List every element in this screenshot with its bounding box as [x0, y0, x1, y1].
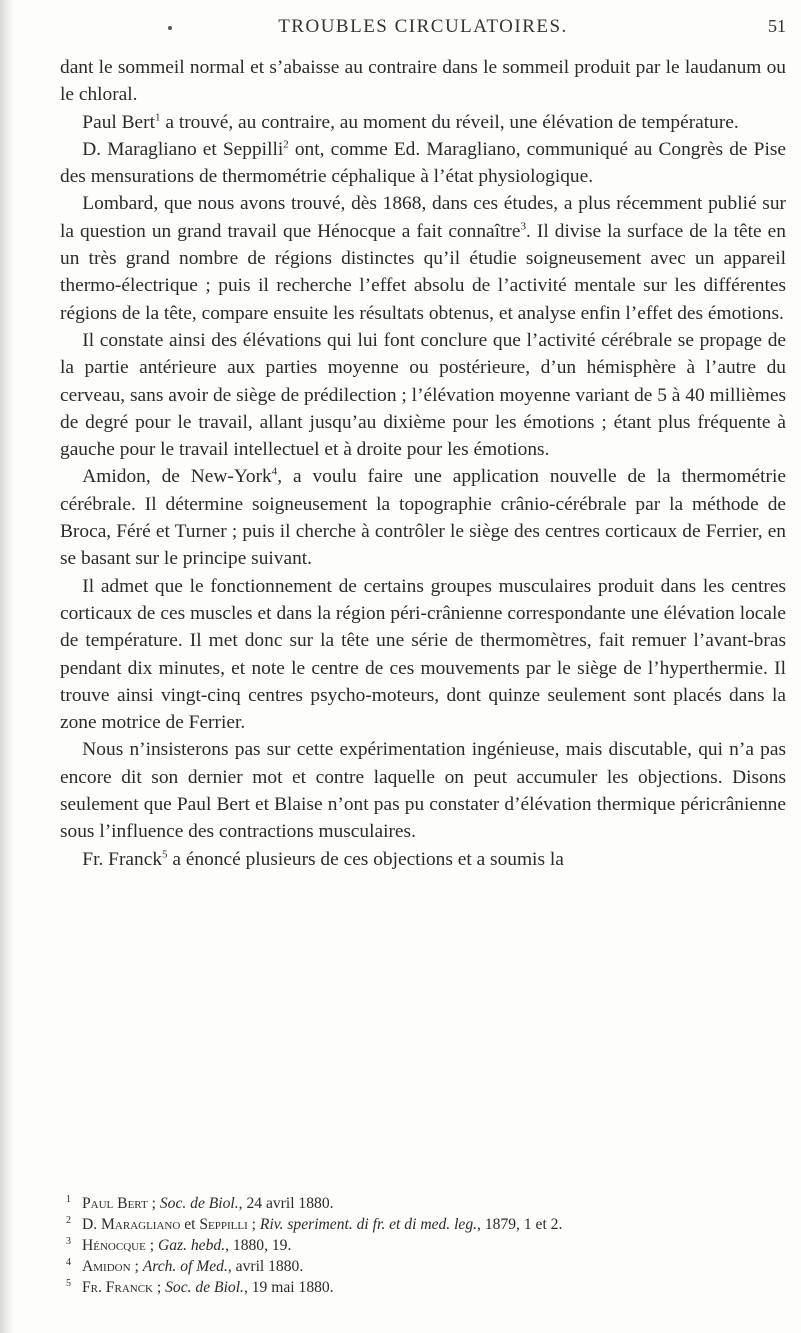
text-run: D. Maragliano et Seppilli	[82, 138, 284, 160]
footnote-reference: 2	[283, 138, 289, 151]
footnote	[60, 1193, 786, 1214]
text-run: ;	[152, 1279, 166, 1296]
text-run: , 19 mai 1880.	[243, 1279, 334, 1296]
text-run: , 24 avril 1880.	[238, 1195, 334, 1212]
text-run: Il constate ainsi des élévations qui lui font conclure que l’activité cérébrale se propage de la partie antérieure aux parties moyenne ou postérieure, d’un hémisphère à l’autre du cerveau, sans avoir de siège de prédilection ; l’élévation moyenne variant de 5 à 40 millièmes de degré pour le travail, allant jusqu’au dixième pour les émotions ; étant plus fréquente à gauche pour le travail intellectuel et à droite pour les émotions.	[60, 329, 786, 461]
text-run: ;	[147, 1195, 160, 1212]
publication-title: Riv. speriment. di fr. et di med. leg.	[259, 1216, 478, 1233]
text-run: Fr. Franck	[82, 848, 163, 870]
footnotes	[60, 1193, 786, 1298]
text-run: , 1880, 19.	[225, 1237, 292, 1254]
author-name: Hénocque	[82, 1237, 146, 1254]
author-name: D. Maragliano	[82, 1216, 181, 1233]
footnote-number: 5	[66, 1278, 71, 1289]
text-run: ;	[247, 1216, 260, 1233]
publication-title: Soc. de Biol.	[159, 1195, 239, 1212]
paragraph	[60, 136, 786, 191]
footnote	[60, 1256, 786, 1277]
text-run: . Il divise la surface de la tête en un très grand nombre de régions distinctes qu’il étudie soigneusement avec un appareil thermo-électrique ; puis il recherche l’effet absolu de l’activité mentale sur les différentes régions de la tête, compare ensuite les résultats obtenus, et analyse enfin l’effet des émotions.	[60, 220, 786, 324]
text-run: dant le sommeil normal et s’abaisse au contraire dans le sommeil produit par le laudanum ou le chloral.	[60, 57, 786, 106]
footnote	[60, 1277, 786, 1298]
text-run: et	[180, 1216, 200, 1233]
footnote-number: 4	[66, 1257, 71, 1268]
author-name: Paul Bert	[82, 1195, 148, 1212]
paragraph	[60, 846, 786, 873]
paragraph	[60, 327, 786, 463]
text-run: ;	[145, 1237, 158, 1254]
author-name: Amidon	[82, 1258, 131, 1275]
footnote-reference: 3	[520, 220, 526, 233]
text-run: a énoncé plusieurs de ces objections et a soumis la	[167, 848, 564, 870]
footnote	[60, 1235, 786, 1256]
paragraph	[60, 109, 786, 136]
text-run: Paul Bert	[82, 111, 156, 133]
text-run: Nous n’insisterons pas sur cette expérimentation ingénieuse, mais discutable, qui n’a pas encore dit son dernier mot et contre laquelle on peut accumuler les objections. Disons seulement que Paul Bert et Blaise n’ont pas pu constater d’élévation thermique péricrânienne sous l’influence des contractions musculaires.	[60, 739, 786, 843]
text-run: Il admet que le fonctionnement de certains groupes musculaires produit dans les centres corticaux de ces muscles et dans la région péri-crânienne correspondante une élévation locale de température. Il met donc sur la tête une série de thermomètres, fait remuer l’avant-bras pendant dix minutes, et note le centre de ces mouvements par le siège de l’hyperthermie. Il trouve ainsi vingt-cinq centres psycho-moteurs, dont quinze seulement sont placés dans la zone motrice de Ferrier.	[60, 575, 786, 734]
text-run: , 1879, 1 et 2.	[477, 1216, 563, 1233]
footnote-number: 3	[66, 1236, 71, 1247]
paragraph	[60, 463, 786, 572]
author-name: Seppilli	[199, 1216, 248, 1233]
publication-title: Gaz. hebd.	[157, 1237, 226, 1254]
text-run: ont, comme Ed. Maragliano, communiqué au Congrès de Pise des mensurations de thermométrie céphalique à l’état physiologique.	[60, 138, 786, 188]
paragraph	[60, 736, 786, 845]
author-name: Fr. Franck	[82, 1279, 153, 1296]
footnote-reference: 1	[155, 111, 161, 124]
text-run: ;	[130, 1258, 143, 1275]
running-title: TROUBLES CIRCULATOIRES.	[278, 16, 568, 37]
publication-title: Arch. of Med.	[142, 1258, 228, 1275]
text-run: , a voulu faire une application nouvelle de la thermométrie cérébrale. Il détermine soigneusement la topographie crânio-cérébrale par la méthode de Broca, Féré et Turner ; puis il cherche à contrôler le siège des centres corticaux de Ferrier, en se basant sur le principe suivant.	[60, 466, 786, 570]
footnote-reference: 4	[271, 465, 278, 478]
footnote-number: 1	[66, 1194, 71, 1205]
paragraph	[60, 573, 786, 737]
footnote-reference: 5	[162, 848, 168, 861]
footnote	[60, 1214, 786, 1235]
text-run: a trouvé, au contraire, au moment du réveil, une élévation de température.	[160, 111, 739, 133]
gutter-shadow	[0, 0, 14, 1333]
body-text	[60, 54, 786, 873]
text-run: , avril 1880.	[227, 1258, 304, 1275]
paragraph	[60, 54, 786, 109]
page-number: 51	[768, 16, 786, 36]
page-header	[60, 12, 786, 46]
publication-title: Soc. de Biol.	[165, 1279, 244, 1296]
footnote-number: 2	[66, 1215, 71, 1226]
text-run: Amidon, de New-York	[82, 466, 272, 488]
paragraph	[60, 190, 786, 326]
text-run: Lombard, que nous avons trouvé, dès 1868, dans ces études, a plus récemment publié sur la question un grand travail que Hénocque a fait connaître	[60, 193, 786, 242]
